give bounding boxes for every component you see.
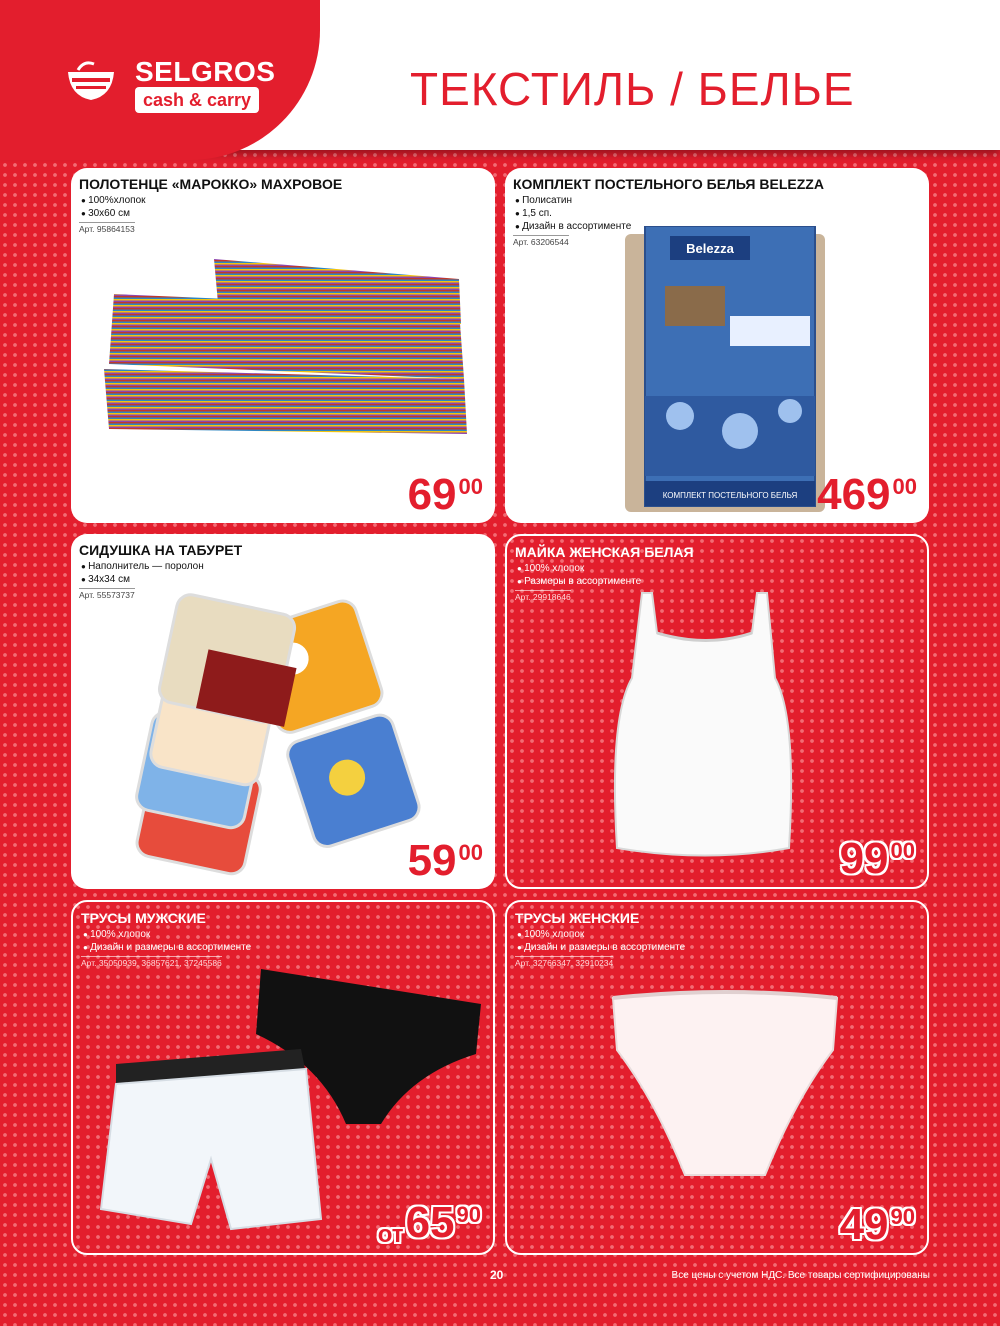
product-features — [513, 194, 631, 233]
product-features — [79, 560, 204, 586]
product-article: Арт. 63206544 — [513, 237, 569, 247]
feature-item: ● 100%хлопок — [79, 194, 146, 207]
feature-item: ● 100% хлопок — [515, 928, 685, 941]
brand-name: SELGROS — [135, 56, 276, 87]
product-features — [81, 928, 251, 954]
package-label: КОМПЛЕКТ ПОСТЕЛЬНОГО БЕЛЬЯ — [662, 491, 798, 500]
price-rubles: 99 — [839, 834, 889, 883]
price-kopecks: 90 — [890, 1204, 915, 1229]
feature-item: ● 100% хлопок — [515, 562, 641, 575]
price-kopecks: 00 — [458, 474, 483, 499]
price-rubles: 469 — [817, 470, 891, 519]
price-rubles: 65 — [405, 1198, 455, 1247]
towel-stack-image — [99, 254, 469, 444]
price-kopecks: 00 — [892, 474, 917, 499]
product-features — [79, 194, 146, 220]
product-price — [406, 836, 483, 885]
page-number: 20 — [490, 1268, 504, 1282]
price-kopecks: 00 — [890, 838, 915, 863]
mens-underwear-image — [91, 964, 481, 1234]
feature-item: ● Дизайн и размеры в ассортименте — [515, 941, 685, 954]
product-title: ТРУСЫ МУЖСКИЕ — [81, 910, 206, 926]
cushions-image — [131, 586, 431, 886]
tank-top-image — [597, 588, 817, 878]
basket-logo-icon — [64, 56, 118, 110]
product-price — [377, 1198, 481, 1248]
product-price — [815, 470, 917, 519]
feature-item: ● Дизайн и размеры в ассортименте — [81, 941, 251, 954]
product-title: ПОЛОТЕНЦЕ «МАРОККО» МАХРОВОЕ — [79, 176, 343, 192]
product-title: КОМПЛЕКТ ПОСТЕЛЬНОГО БЕЛЬЯ BELEZZA — [513, 176, 824, 192]
product-card-cushion[interactable] — [71, 534, 495, 889]
price-kopecks: 00 — [458, 840, 483, 865]
feature-item: ● 1,5 сп. — [513, 207, 631, 220]
product-article: Арт. 95864153 — [79, 224, 135, 234]
product-card-bedding[interactable] — [505, 168, 929, 523]
price-rubles: 59 — [407, 836, 457, 885]
product-article: Арт. 55573737 — [79, 590, 135, 600]
price-kopecks: 90 — [456, 1202, 481, 1227]
product-features — [515, 562, 641, 588]
footer-note: Все цены с учетом НДС. Все товары сертифицированы — [671, 1270, 930, 1281]
product-price — [838, 1200, 915, 1249]
feature-item: ● Полисатин — [513, 194, 631, 207]
product-title: МАЙКА ЖЕНСКАЯ БЕЛАЯ — [515, 544, 694, 560]
womens-underwear-image — [605, 990, 845, 1190]
product-title: СИДУШКА НА ТАБУРЕТ — [79, 542, 243, 558]
feature-item: ● Размеры в ассортименте — [515, 575, 641, 588]
product-card-towel[interactable] — [71, 168, 495, 523]
brand-tagline: cash & carry — [135, 87, 259, 113]
product-article: Арт. 32766347, 32910234 — [515, 958, 614, 968]
product-article: Арт. 29918646 — [515, 592, 571, 602]
page-title: ТЕКСТИЛЬ / БЕЛЬЕ — [410, 63, 855, 115]
product-price — [838, 834, 915, 883]
product-card-womens-underwear[interactable] — [505, 900, 929, 1255]
product-features — [515, 928, 685, 954]
product-price — [406, 470, 483, 519]
feature-item: ● 34x34 см — [79, 573, 204, 586]
package-brand: Belezza — [686, 241, 734, 256]
product-article: Арт. 35050939, 36857621, 37245586 — [81, 958, 222, 968]
price-rubles: 69 — [407, 470, 457, 519]
feature-item: ● 30x60 см — [79, 207, 146, 220]
product-card-tank-top[interactable] — [505, 534, 929, 889]
bedding-package-image — [620, 226, 830, 516]
product-title: ТРУСЫ ЖЕНСКИЕ — [515, 910, 640, 926]
price-prefix: от — [377, 1221, 404, 1248]
feature-item: ● 100% хлопок — [81, 928, 251, 941]
product-card-mens-underwear[interactable] — [71, 900, 495, 1255]
price-rubles: 49 — [839, 1200, 889, 1249]
feature-item: ● Дизайн в ассортименте — [513, 220, 631, 233]
feature-item: ● Наполнитель — поролон — [79, 560, 204, 573]
